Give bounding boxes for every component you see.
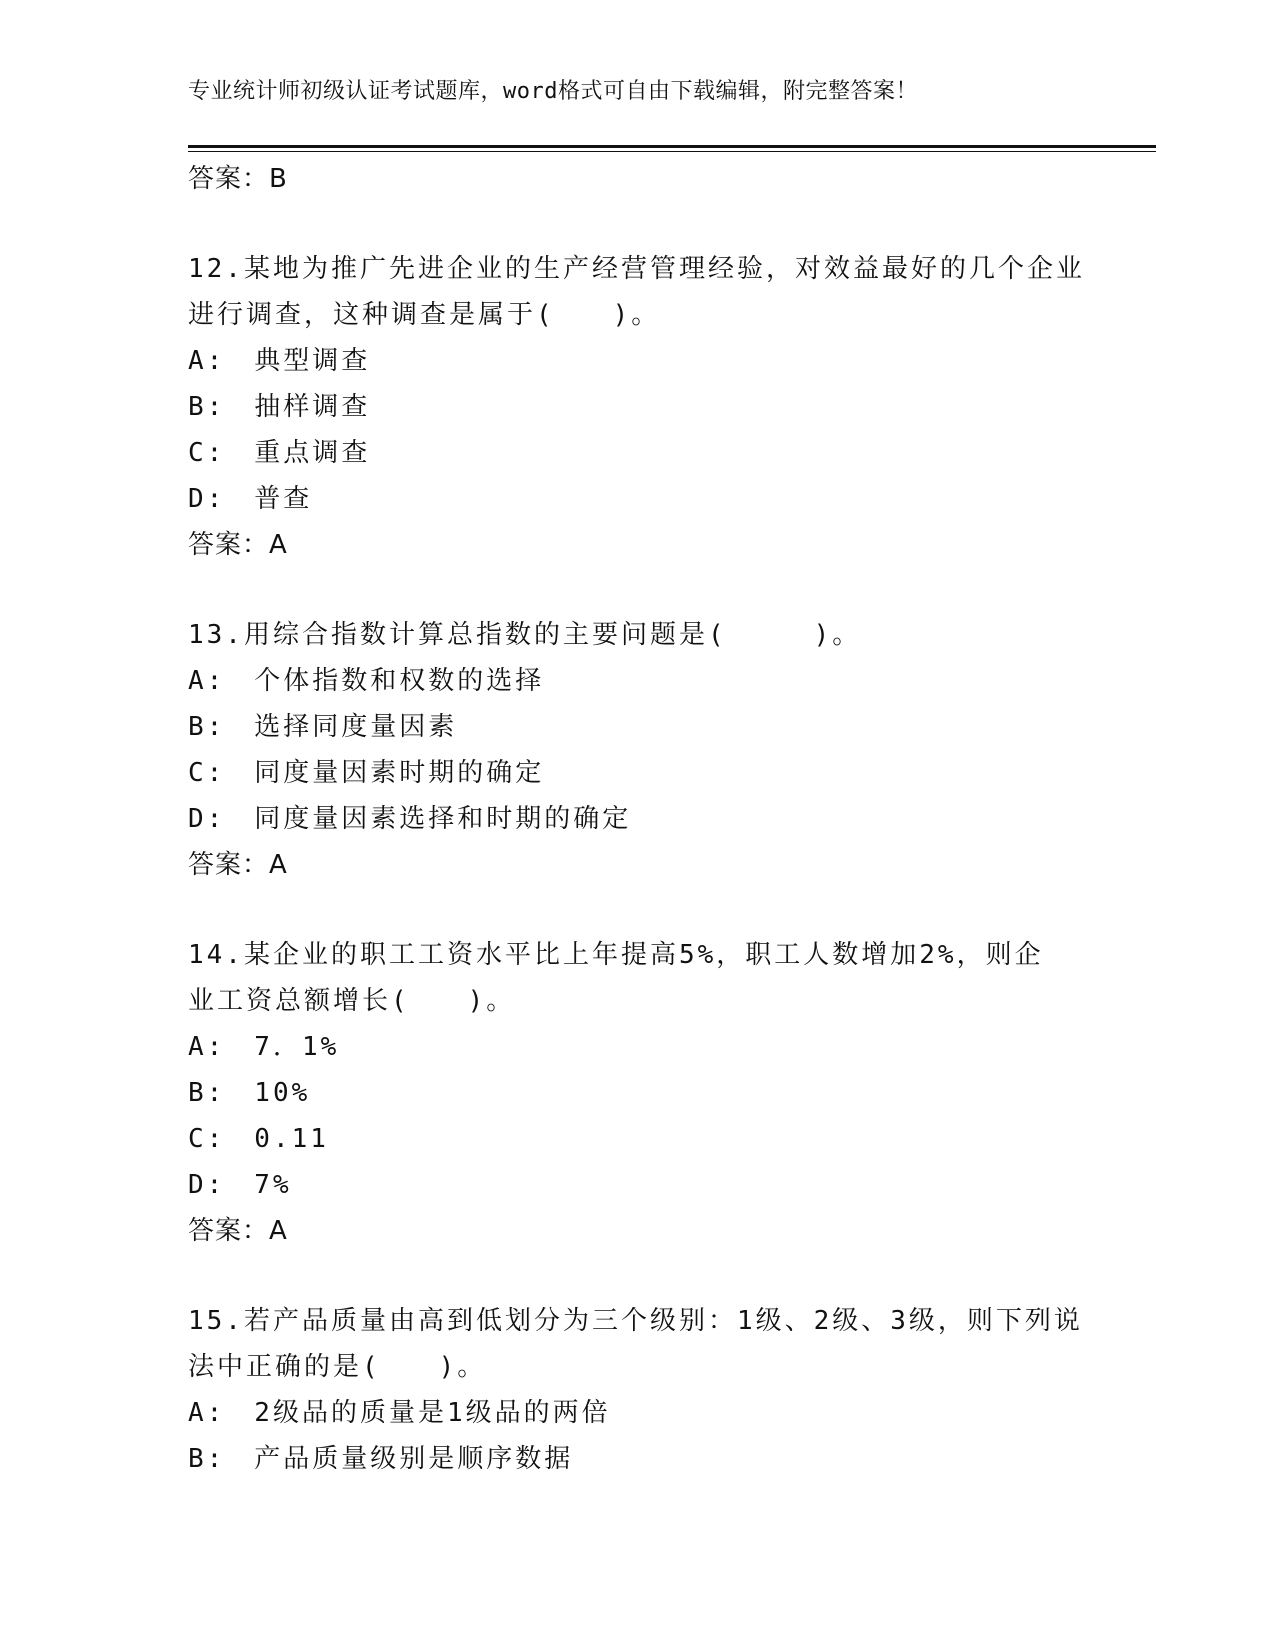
question-stem-line: 12.某地为推广先进企业的生产经营管理经验，对效益最好的几个企业 bbox=[188, 254, 1085, 284]
question-stem-line: 15.若产品质量由高到低划分为三个级别：1级、2级、3级，则下列说 bbox=[188, 1306, 1083, 1336]
option-d: D: 同度量因素选择和时期的确定 bbox=[188, 804, 632, 834]
option-a: A: 7．1% bbox=[188, 1032, 340, 1062]
option-a: A: 个体指数和权数的选择 bbox=[188, 666, 545, 696]
question-block bbox=[188, 932, 1118, 1254]
question-block bbox=[188, 1298, 1118, 1482]
spacer bbox=[188, 568, 1118, 612]
option-a: A: 2级品的质量是1级品的两倍 bbox=[188, 1398, 611, 1428]
option-d: D: 7% bbox=[188, 1170, 292, 1200]
option-b: B: 产品质量级别是顺序数据 bbox=[188, 1444, 574, 1474]
option-a: A: 典型调查 bbox=[188, 346, 371, 376]
question-block bbox=[188, 612, 1118, 888]
option-b: B: 10% bbox=[188, 1078, 311, 1108]
option-b: B: 抽样调查 bbox=[188, 392, 371, 422]
question-stem-line: 法中正确的是( )。 bbox=[188, 1352, 487, 1382]
page-header: 专业统计师初级认证考试题库，word格式可自由下载编辑，附完整答案！ bbox=[188, 79, 918, 104]
option-d: D: 普查 bbox=[188, 484, 313, 514]
option-b: B: 选择同度量因素 bbox=[188, 712, 458, 742]
answer-line: 答案：A bbox=[188, 850, 288, 880]
spacer bbox=[188, 1254, 1118, 1298]
answer-line: 答案：B bbox=[188, 164, 288, 194]
question-stem-line: 业工资总额增长( )。 bbox=[188, 986, 516, 1016]
question-stem-line: 14.某企业的职工工资水平比上年提高5%，职工人数增加2%，则企 bbox=[188, 940, 1044, 970]
question-stem-line: 13.用综合指数计算总指数的主要问题是( )。 bbox=[188, 620, 862, 650]
question-block bbox=[188, 246, 1118, 568]
option-c: C: 0.11 bbox=[188, 1124, 329, 1154]
option-c: C: 重点调查 bbox=[188, 438, 371, 468]
header-rule-thin bbox=[188, 151, 1156, 152]
question-stem-line: 进行调查，这种调查是属于( )。 bbox=[188, 300, 661, 330]
spacer bbox=[188, 888, 1118, 932]
option-c: C: 同度量因素时期的确定 bbox=[188, 758, 545, 788]
answer-line: 答案：A bbox=[188, 1216, 288, 1246]
header-rule-thick bbox=[188, 145, 1156, 148]
answer-line: 答案：A bbox=[188, 530, 288, 560]
spacer bbox=[188, 202, 1118, 246]
document-content bbox=[188, 156, 1118, 1482]
